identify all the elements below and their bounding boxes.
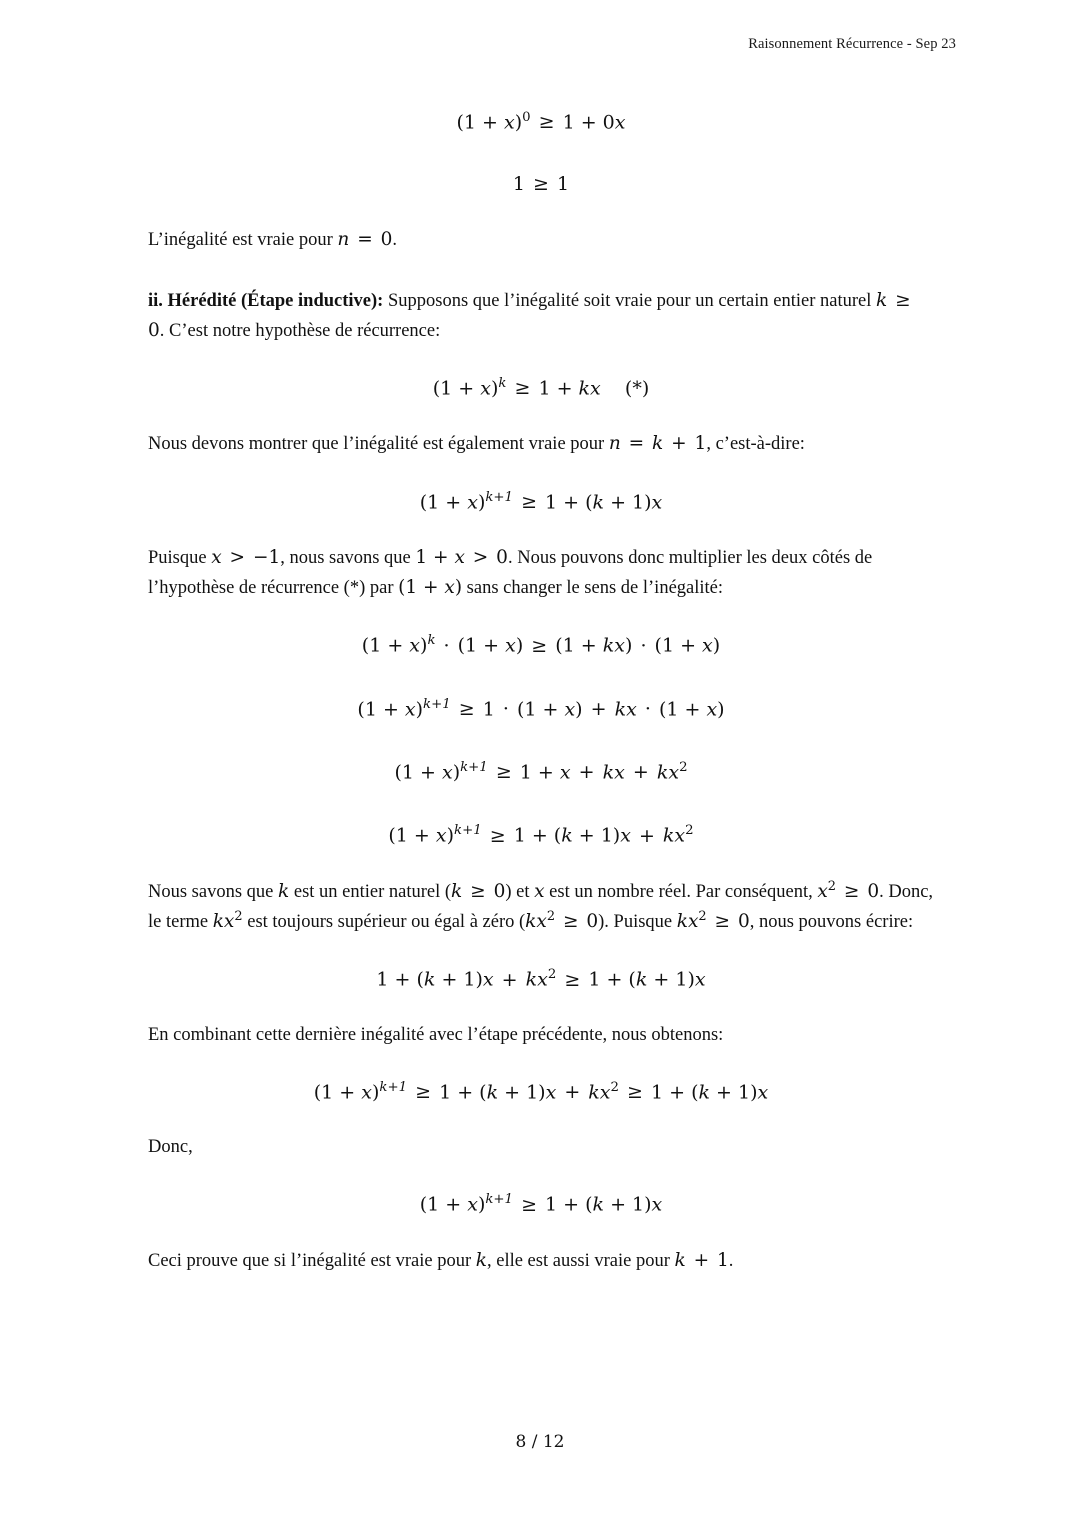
equation-block-6 bbox=[148, 697, 934, 720]
equation-4: $(1 + x)^{k+1} \ge 1 + (k + 1)x$ bbox=[419, 489, 663, 513]
equation-block-2 bbox=[148, 173, 934, 195]
equation-block-4 bbox=[148, 490, 934, 513]
running-head: Raisonnement Récurrence - Sep 23 bbox=[748, 36, 956, 52]
paragraph-6: En combinant cette dernière inégalité avec l’étape précédente, nous obtenons: bbox=[148, 1024, 724, 1045]
equation-5: $(1 + x)^k \cdot (1 + x) \ge (1 + kx) \cdot (1 + x)$ bbox=[361, 633, 721, 657]
equation-block-3 bbox=[148, 376, 934, 399]
heredite-text: Supposons que l’inégalité soit vraie pour un certain entier naturel k ≥ 0. C’est notre hypothèse de récurrence: bbox=[148, 289, 911, 341]
equation-9: $1 + (k + 1)x + kx^2 \ge 1 + (k + 1)x$ bbox=[376, 967, 706, 991]
paragraph-4: Puisque x > −1, nous savons que 1 + x > 0. Nous pouvons donc multiplier les deux côtés de l’hypothèse de récurrence (*) par (1 + x) sans changer le sens de l’inégalité: bbox=[148, 546, 873, 599]
paragraph-3: Nous devons montrer que l’inégalité est également vraie pour n = k + 1, c’est-à-dire: bbox=[148, 433, 805, 455]
paragraph-1: L’inégalité est vraie pour n = 0. bbox=[148, 229, 398, 251]
equation-block-10 bbox=[148, 1080, 934, 1103]
equation-block-9 bbox=[148, 967, 934, 990]
equation-3: $(1 + x)^k \ge 1$ + kx (*) bbox=[432, 375, 650, 400]
paragraph-7: Donc, bbox=[148, 1137, 193, 1158]
equation-block-1 bbox=[148, 110, 934, 133]
equation-block-5 bbox=[148, 633, 934, 656]
equation-7: $(1 + x)^{k+1} \ge 1 + x$ + kx + $kx^2$ bbox=[394, 759, 688, 784]
heredite-label: ii. Hérédité (Étape inductive): bbox=[148, 290, 384, 311]
equation-11: $(1 + x)^{k+1} \ge 1 + (k + 1)x$ bbox=[419, 1192, 663, 1216]
equation-10: $(1 + x)^{k+1} \ge 1 + (k + 1)x + kx^2 \ge 1 + (k + 1)x$ bbox=[313, 1079, 769, 1104]
document-body bbox=[148, 110, 934, 1276]
paragraph-8: Ceci prouve que si l’inégalité est vraie pour k, elle est aussi vraie pour k + 1. bbox=[148, 1249, 734, 1271]
equation-block-11 bbox=[148, 1192, 934, 1215]
page-number: 8 / 12 bbox=[515, 1432, 565, 1452]
equation-6: $(1 + x)^{k+1} \ge 1 \cdot (1 + x)$ + kx · (1 + x) bbox=[357, 696, 725, 720]
equation-block-8 bbox=[148, 823, 934, 846]
equation-8: $(1 + x)^{k+1} \ge 1 + (k + 1)x + kx^2$ bbox=[388, 823, 694, 847]
equation-2: 1 ≥ 1 bbox=[512, 173, 570, 196]
equation-1: $(1 + x)^0 \ge 1 + 0x$ bbox=[456, 110, 626, 134]
paragraph-2 bbox=[148, 286, 934, 346]
paragraph-5: Nous savons que k est un entier naturel (k ≥ 0) et x est un nombre réel. Par conséquent, $x^2 \ge 0$. Donc, le terme $kx^2$ est toujours supérieur ou égal à zéro $(kx^2 \ge 0)$. Puisque $kx^2 \ge 0$, nous pouvons écrire: bbox=[148, 878, 934, 933]
equation-block-7 bbox=[148, 760, 934, 783]
